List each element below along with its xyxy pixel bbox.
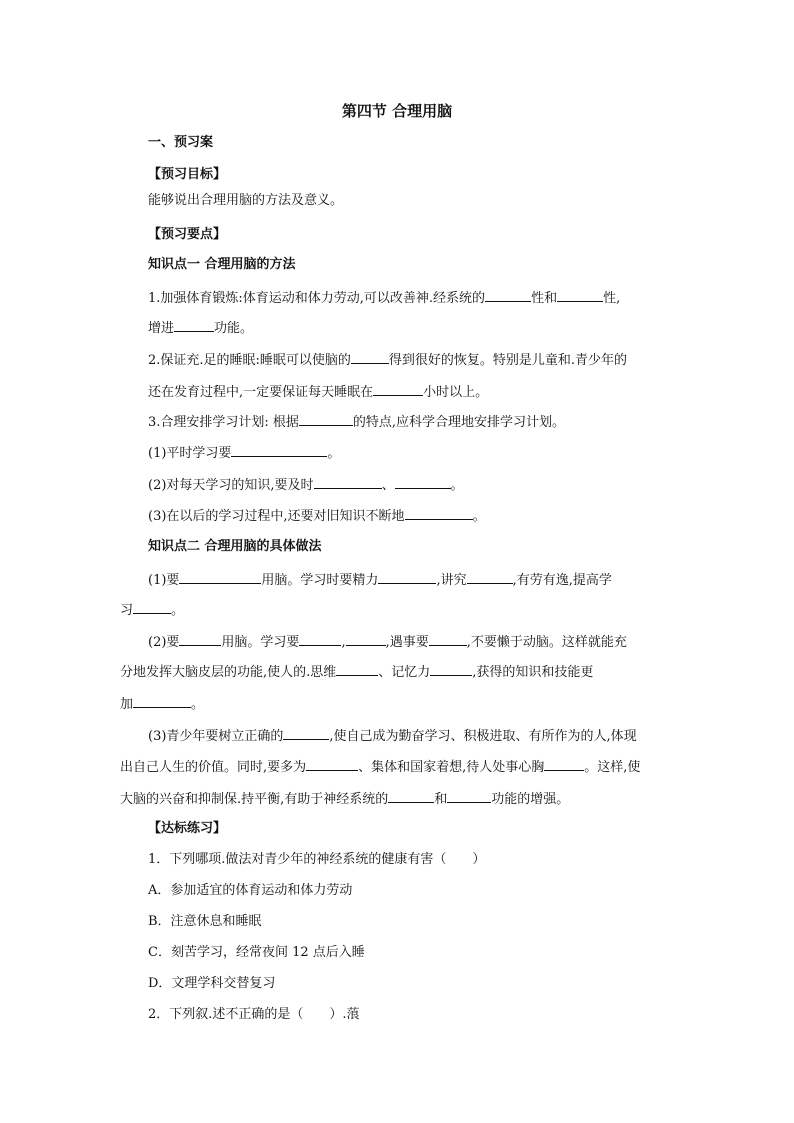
paragraph-exercise: 增进 功能。 xyxy=(148,318,253,338)
fill-blank[interactable] xyxy=(314,475,382,489)
fill-blank[interactable] xyxy=(395,475,451,489)
fill-blank[interactable] xyxy=(405,506,473,520)
fill-blank[interactable] xyxy=(283,726,329,740)
knowledge-point-2-heading: 知识点二 合理用脑的具体做法 xyxy=(148,539,322,554)
fill-blank[interactable] xyxy=(179,570,261,584)
section-heading-preview: 一、预习案 xyxy=(148,135,214,150)
goal-text: 能够说出合理用脑的方法及意义。 xyxy=(148,193,344,208)
fill-blank[interactable] xyxy=(544,757,584,771)
fill-blank[interactable] xyxy=(346,632,386,646)
fill-blank[interactable] xyxy=(133,600,171,614)
paragraph-exercise: 1.加强体育锻炼:体育运动和体力劳动,可以改善神.经系统的 性和 性, xyxy=(148,288,620,308)
paragraph-exercise: (2)要 用脑。学习要 , ,遇事要 ,不要懒于动脑。这样就能充 xyxy=(148,632,627,652)
paragraph-exercise: 还在发育过程中,一定要保证每天睡眠在 小时以上。 xyxy=(148,382,488,402)
fill-blank[interactable] xyxy=(351,350,389,364)
fill-blank[interactable] xyxy=(430,662,472,676)
heading-preview-goal: 【预习目标】 xyxy=(148,167,227,182)
question-1: 1．下列哪项.做法对青少年的神经系统的健康有害（ ） xyxy=(148,852,486,867)
fill-blank[interactable] xyxy=(231,443,327,457)
paragraph-exercise: 分地发挥大脑皮层的功能,使人的.思维 、记忆力 ,获得的知识和技能更 xyxy=(120,662,593,682)
question-2: 2．下列叙.述不正确的是（ ）.蒗 xyxy=(148,1007,360,1022)
question-1-option-c[interactable]: C．刻苦学习，经常夜间 12 点后入睡 xyxy=(148,945,365,960)
fill-blank[interactable] xyxy=(447,789,491,803)
paragraph-exercise: (2)对每天学习的知识,要及时 、 。 xyxy=(148,475,464,495)
page-title: 第四节 合理用脑 xyxy=(341,102,453,120)
fill-blank[interactable] xyxy=(299,412,353,426)
fill-blank[interactable] xyxy=(557,288,603,302)
paragraph-exercise: 加 。 xyxy=(120,694,204,714)
paragraph-exercise: 2.保证充.足的睡眠:睡眠可以使脑的 得到很好的恢复。特别是儿童和.青少年的 xyxy=(148,350,627,370)
paragraph-exercise: 出自己人生的价值。同时,要多为 、集体和国家着想,待人处事心胸 。这样,使 xyxy=(120,757,640,777)
fill-blank[interactable] xyxy=(429,632,467,646)
fill-blank[interactable] xyxy=(485,288,531,302)
fill-blank[interactable] xyxy=(378,570,436,584)
fill-blank[interactable] xyxy=(467,570,513,584)
fill-blank[interactable] xyxy=(133,694,191,708)
question-1-option-d[interactable]: D．文理学科交替复习 xyxy=(148,976,276,991)
paragraph-exercise: (3)青少年要树立正确的 ,使自己成为勤奋学习、积极进取、有所作为的人,体现 xyxy=(148,726,637,746)
fill-blank[interactable] xyxy=(179,632,221,646)
paragraph-exercise: (1)平时学习要 。 xyxy=(148,443,340,463)
heading-practice: 【达标练习】 xyxy=(148,821,227,836)
paragraph-exercise: 习 。 xyxy=(120,600,184,620)
question-1-option-a[interactable]: A．参加适宜的体育运动和体力劳动 xyxy=(148,883,353,898)
paragraph-exercise: 大脑的兴奋和抑制保.持平衡,有助于神经系统的 和 功能的增强。 xyxy=(120,789,569,809)
paragraph-exercise: (3)在以后的学习过程中,还要对旧知识不断地 。 xyxy=(148,506,486,526)
fill-blank[interactable] xyxy=(174,318,214,332)
fill-blank[interactable] xyxy=(299,632,341,646)
paragraph-exercise: (1)要 用脑。学习时要精力 ,讲究 ,有劳有逸,提高学 xyxy=(148,570,612,590)
fill-blank[interactable] xyxy=(388,789,434,803)
fill-blank[interactable] xyxy=(373,382,423,396)
knowledge-point-1-heading: 知识点一 合理用脑的方法 xyxy=(148,257,296,272)
heading-preview-points: 【预习要点】 xyxy=(148,227,227,242)
paragraph-exercise: 3.合理安排学习计划: 根据 的特点,应科学合理地安排学习计划。 xyxy=(148,412,565,432)
fill-blank[interactable] xyxy=(336,662,378,676)
fill-blank[interactable] xyxy=(306,757,358,771)
question-1-option-b[interactable]: B．注意休息和睡眠 xyxy=(148,914,262,929)
